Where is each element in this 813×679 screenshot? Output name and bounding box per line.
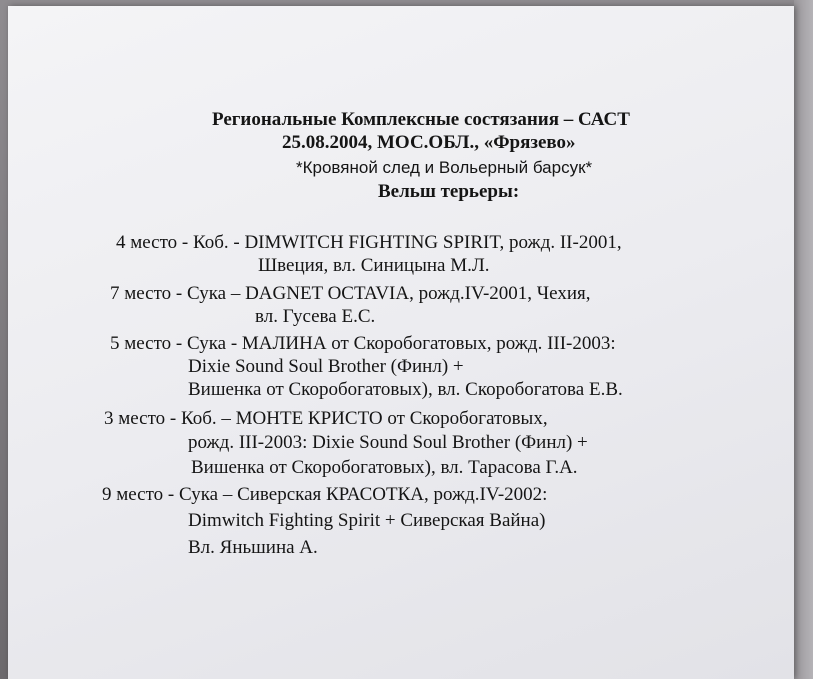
entry-5-line-3: Вл. Яньшина А. <box>188 537 318 558</box>
document-title: Региональные Комплексные состязания – САСТ <box>212 109 630 130</box>
entry-3-line-2: Dixie Sound Soul Brother (Финл) + <box>188 356 464 377</box>
entry-1-line-1: 4 место - Коб. - DIMWITCH FIGHTING SPIRIT, рожд. II-2001, <box>116 232 622 253</box>
breed-heading: Вельш терьеры: <box>378 181 520 202</box>
entry-3-line-3: Вишенка от Скоробогатовых), вл. Скоробогатова Е.В. <box>188 379 623 400</box>
entry-5-line-2: Dimwitch Fighting Spirit + Сиверская Вайна) <box>188 510 546 531</box>
entry-4-line-1: 3 место - Коб. – МОНТЕ КРИСТО от Скоробогатовых, <box>104 408 548 429</box>
event-subtitle: *Кровяной след и Вольерный барсук* <box>296 158 593 177</box>
entry-2-line-1: 7 место - Сука – DAGNET OCTAVIA, рожд.IV-2001, Чехия, <box>110 283 591 304</box>
entry-4-line-3: Вишенка от Скоробогатовых), вл. Тарасова Г.А. <box>191 457 578 478</box>
entry-5-line-1: 9 место - Сука – Сиверская КРАСОТКА, рожд.IV-2002: <box>102 484 548 505</box>
entry-4-line-2: рожд. III-2003: Dixie Sound Soul Brother (Финл) + <box>188 432 588 453</box>
paper-sheet <box>8 6 794 679</box>
event-date-place: 25.08.2004, МОС.ОБЛ., «Фрязево» <box>282 132 576 153</box>
background-edge <box>794 0 813 679</box>
entry-2-line-2: вл. Гусева Е.С. <box>255 306 376 327</box>
entry-3-line-1: 5 место - Сука - МАЛИНА от Скоробогатовых, рожд. III-2003: <box>110 333 616 354</box>
entry-1-line-2: Швеция, вл. Синицына М.Л. <box>258 255 490 276</box>
